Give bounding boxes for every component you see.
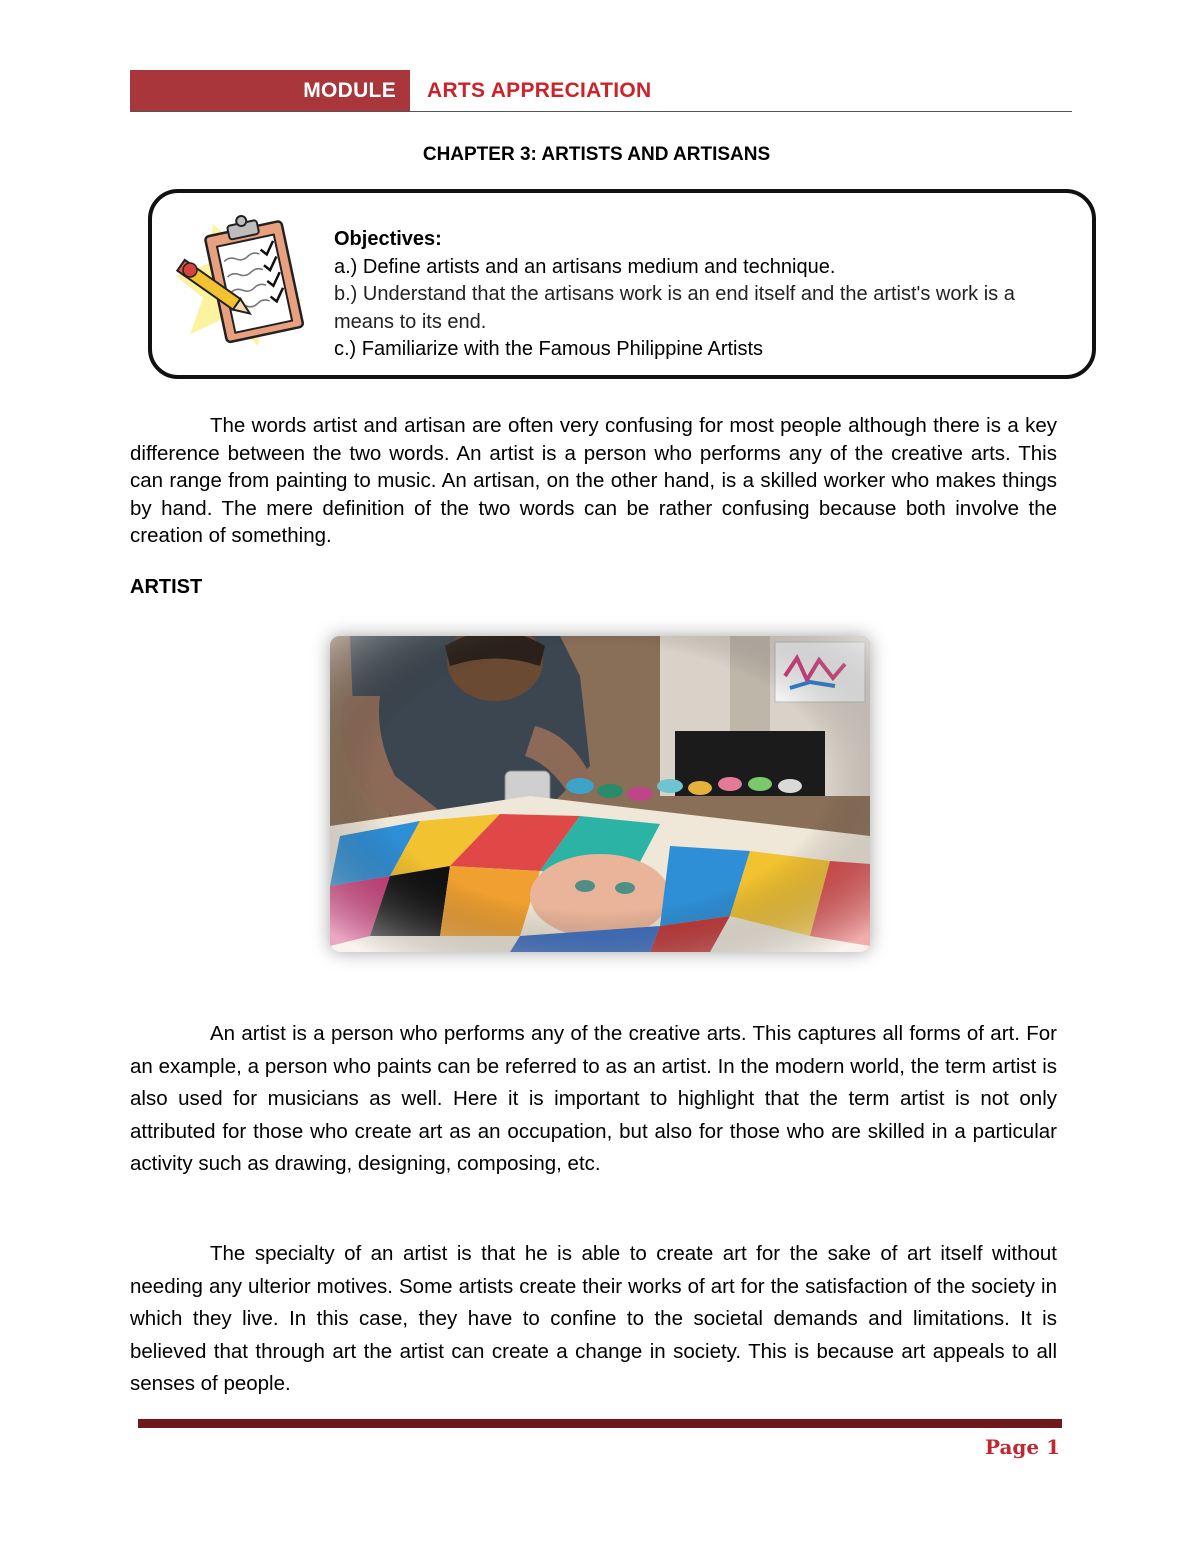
- module-title: ARTS APPRECIATION: [427, 79, 652, 102]
- footer-rule: [138, 1419, 1062, 1428]
- header-rule: [130, 111, 1072, 112]
- page-number: Page 1: [984, 1435, 1060, 1459]
- objectives-heading: Objectives:: [334, 228, 442, 250]
- clipboard-icon: [168, 206, 318, 356]
- module-label: MODULE: [130, 70, 410, 112]
- artist-paragraph-2: The specialty of an artist is that he is able to create art for the sake of art itself without needing any ulterior motives. Some artists create their works of art for the satisfaction of the society in which they live. In this case, they have to confine to the societal demands and limitations. It is believed that through art the artist can create a change in society. This is because art appeals to all senses of people.: [130, 1242, 1057, 1395]
- objectives-text: [334, 226, 1064, 364]
- artist-photo: [330, 636, 870, 952]
- artist-heading: ARTIST: [130, 576, 203, 598]
- artist-paragraph-1: An artist is a person who performs any of the creative arts. This captures all forms of art. For an example, a person who paints can be referred to as an artist. In the modern world, the term artist is also used for musicians as well. Here it is important to highlight that the term artist is not only attributed for those who create art as an occupation, but also for those who are skilled in a particular activity such as drawing, designing, composing, etc.: [130, 1022, 1057, 1175]
- objective-item-a: a.) Define artists and an artisans medium and technique.: [334, 255, 836, 278]
- chapter-title: CHAPTER 3: ARTISTS AND ARTISANS: [422, 144, 771, 165]
- intro-paragraph: The words artist and artisan are often very confusing for most people although there is a key difference between the two words. An artist is a person who performs any of the creative arts. This can range from painting to music. An artisan, on the other hand, is a skilled worker who makes things by hand. The mere definition of the two words can be rather confusing because both involve the creation of something.: [130, 414, 1057, 547]
- objective-item-b: b.) Understand that the artisans work is an end itself and the artist's work is a means to its end.: [334, 283, 1015, 333]
- objective-item-c: c.) Familiarize with the Famous Philippine Artists: [334, 338, 764, 360]
- artist-painting-image: [330, 636, 870, 952]
